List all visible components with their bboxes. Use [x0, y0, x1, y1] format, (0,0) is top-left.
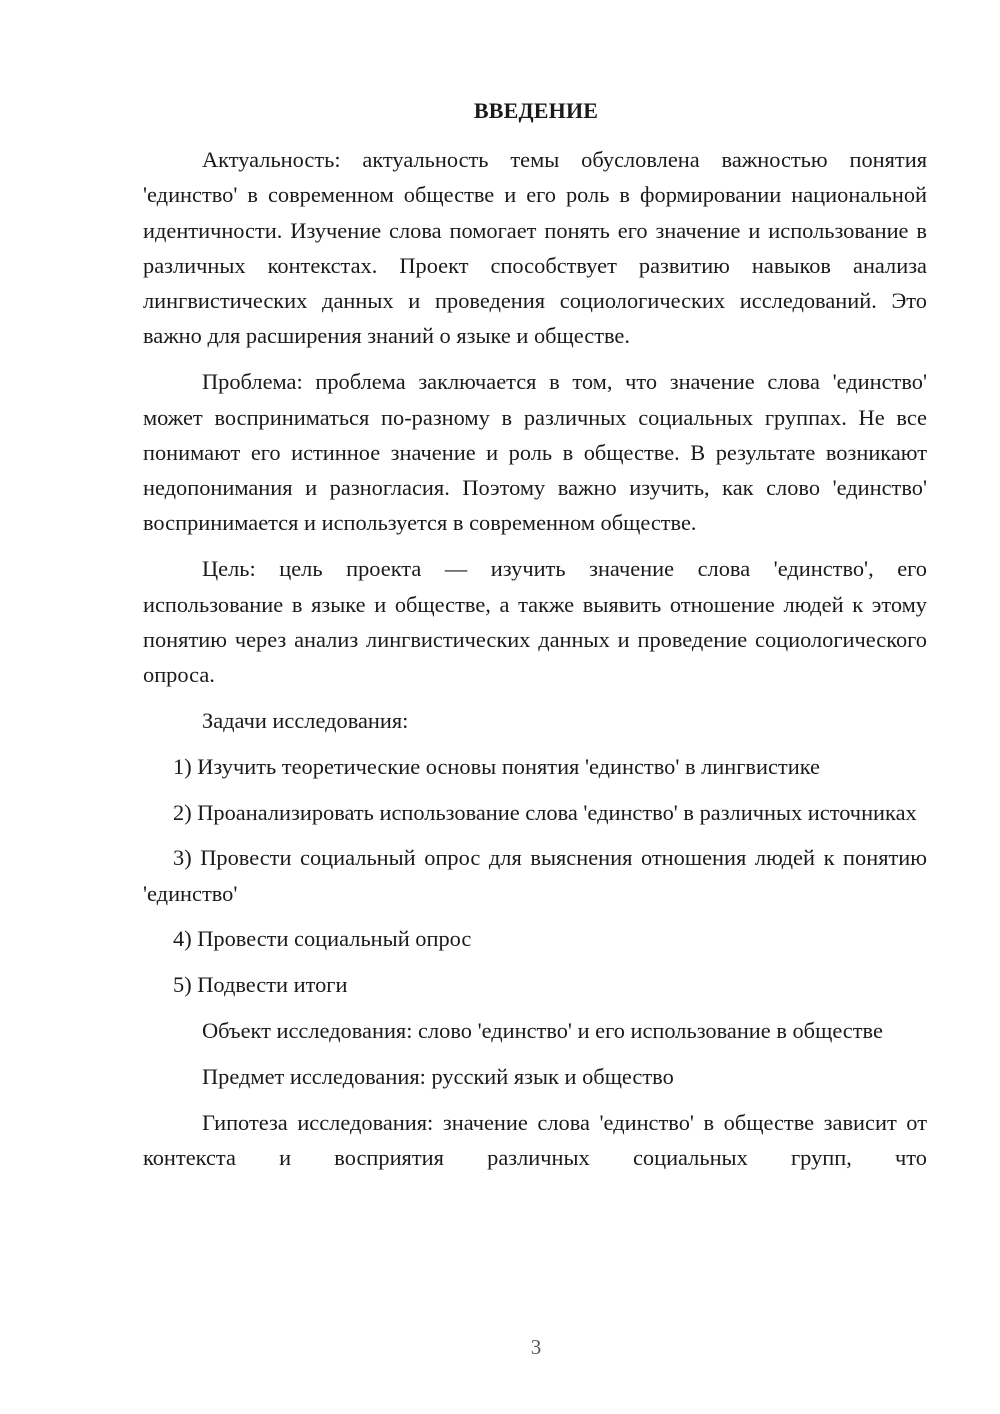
relevance-paragraph: Актуальность: актуальность темы обусловлена важностью понятия 'единство' в современном обществе и его роль в формировании национальной идентичности. Изучение слова помогает понять его значение и использование в различных контекстах. Проект способствует развитию навыков анализа лингвистических данных и проведения социологических исследований. Это важно для расширения знаний о языке и обществе.	[143, 147, 927, 349]
problem-paragraph: Проблема: проблема заключается в том, что значение слова 'единство' может восприниматься по-разному в различных социальных группах. Не все понимают его истинное значение и роль в обществе. В результате возникают недопонимания и разногласия. Поэтому важно изучить, как слово 'единство' воспринимается и используется в современном обществе.	[143, 369, 927, 536]
document-body	[143, 142, 927, 1175]
task-item-3: 3) Провести социальный опрос для выяснения отношения людей к понятию 'единство'	[143, 845, 927, 906]
task-item-2: 2) Проанализировать использование слова 'единство' в различных источниках	[173, 799, 917, 825]
page-number: 3	[530, 1335, 542, 1359]
hypothesis-paragraph: Гипотеза исследования: значение слова 'единство' в обществе зависит от контекста и восприятия различных социальных групп, что	[143, 1109, 927, 1170]
object-paragraph: Объект исследования: слово 'единство' и его использование в обществе	[202, 1018, 883, 1044]
tasks-heading: Задачи исследования:	[202, 707, 409, 733]
task-item-5: 5) Подвести итоги	[173, 972, 348, 998]
subject-paragraph: Предмет исследования: русский язык и общество	[202, 1063, 674, 1089]
goal-paragraph: Цель: цель проекта — изучить значение слова 'единство', его использование в языке и обществе, а также выявить отношение людей к этому понятию через анализ лингвистических данных и проведение социологического опроса.	[143, 556, 927, 688]
task-item-4: 4) Провести социальный опрос	[173, 926, 472, 952]
page-title: ВВЕДЕНИЕ	[473, 98, 599, 123]
task-item-1: 1) Изучить теоретические основы понятия 'единство' в лингвистике	[173, 753, 820, 779]
